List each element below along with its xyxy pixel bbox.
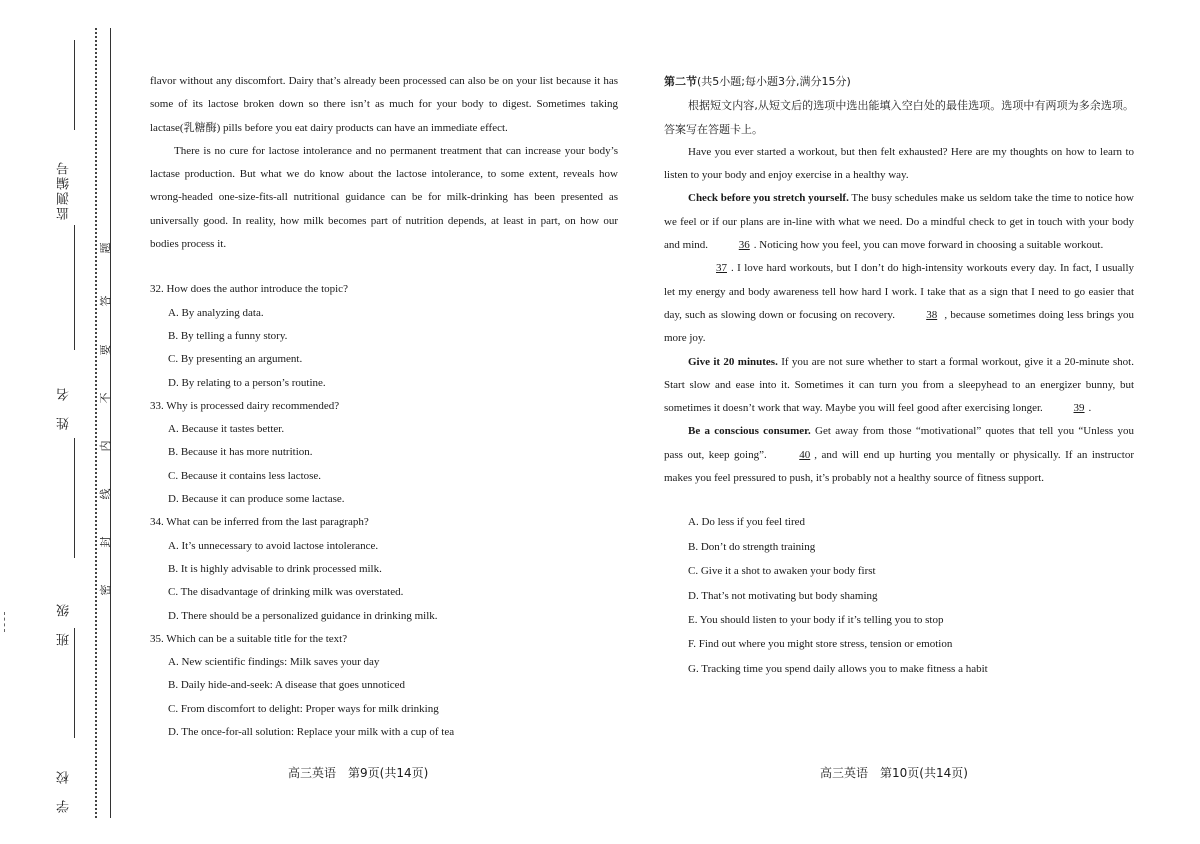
answer-option: A. New scientific findings: Milk saves your day — [168, 656, 380, 669]
margin-dash-mark — [4, 612, 8, 632]
paragraph-heading: Check before you stretch yourself. — [688, 192, 849, 205]
question-stem: 34. What can be inferred from the last paragraph? — [150, 516, 369, 529]
label-xingming: 姓名 — [57, 372, 72, 430]
blank-39: 39 — [1073, 402, 1085, 415]
question-32 — [150, 278, 618, 394]
section-instructions: 根据短文内容,从短文后的选项中选出能填入空白处的最佳选项。选项中有两项为多余选项。答案写在答题卡上。 — [664, 99, 1134, 136]
paragraph-heading: Be a conscious consumer. — [688, 425, 811, 438]
answer-option: B. It is highly advisable to drink processed milk. — [168, 562, 382, 575]
passage-intro: Have you ever started a workout, but then felt exhausted? Here are my thoughts on how to learn to listen to your body and enjoy exercise in a healthy way. — [664, 145, 1134, 182]
question-33 — [150, 395, 618, 511]
answer-option: C. The disadvantage of drinking milk was overstated. — [168, 586, 404, 599]
passage-paragraph: There is no cure for lactose intolerance and no permanent treatment that can increase your body’s lactase production. But what we do know about the lactose intolerance, to some extent, reveals how wrong-headed one-size-fits-all nutritional guidance can be for milk-drinking has been presented as universally good. In reality, how milk becomes part of nutrition depends, at least in part, on how our bodies process it. — [150, 144, 618, 251]
seal-char-mi: 密 — [99, 584, 112, 596]
label-jiance: 监测编号 — [57, 160, 72, 220]
seal-char-da: 答 — [99, 295, 112, 307]
answer-option: A. By analyzing data. — [168, 306, 264, 319]
label-xuexiao: 学校 — [57, 755, 72, 813]
answer-option: C. From discomfort to delight: Proper ways for milk drinking — [168, 702, 439, 715]
seal-char-nei: 内 — [99, 440, 112, 452]
fill-line-jiance — [74, 40, 75, 130]
question-stem: 32. How does the author introduce the topic? — [150, 283, 348, 296]
answer-option: A. It’s unnecessary to avoid lactose intolerance. — [168, 539, 379, 552]
question-stem: 35. Which can be a suitable title for the text? — [150, 632, 348, 645]
section-title: 第二节 — [664, 75, 697, 88]
answer-option: B. Because it has more nutrition. — [168, 446, 313, 459]
passage-paragraph-1: Check before you stretch yourself. The busy schedules make us seldom take the time to notice how we feel or if our plans are in-line with what we need. Do a mindful check to get in touch with your body and mind. 36 . Noticing how you feel, you can move forward in choosing a suitable workout. — [664, 187, 1134, 257]
fill-line-xingming — [74, 225, 75, 350]
answer-option: D. There should be a personalized guidance in drinking milk. — [168, 609, 438, 622]
passage-paragraph-2: 37 . I love hard workouts, but I don’t do high-intensity workouts every day. In fact, I usually let my energy and body awareness tell how hard I work. I take that as a sign that I need to go easier that day, such as slowing down or focusing on recovery. 38 , because sometimes doing less brings you more joy. — [664, 257, 1134, 350]
answer-option: E. You should listen to your body if it’s telling you to stop — [688, 613, 944, 626]
answer-option: C. Because it contains less lactose. — [168, 469, 322, 482]
fill-line-banji — [74, 438, 75, 558]
answer-option: G. Tracking time you spend daily allows you to make fitness a habit — [688, 662, 988, 675]
seal-char-bu: 不 — [99, 392, 112, 404]
answer-option: A. Because it tastes better. — [168, 423, 285, 436]
seal-char-xian: 线 — [99, 488, 112, 500]
answer-option: B. Daily hide-and-seek: A disease that goes unnoticed — [168, 679, 406, 692]
answer-option: B. Don’t do strength training — [688, 540, 816, 553]
answer-option: B. By telling a funny story. — [168, 329, 288, 342]
answer-option: F. Find out where you might store stress, tension or emotion — [688, 638, 953, 651]
answer-option: C. By presenting an argument. — [168, 353, 303, 366]
passage-paragraph-3: Give it 20 minutes. If you are not sure whether to start a formal workout, give it a 20-minute shot. Start slow and ease into it. Sometimes it can turn you from a sleepyhead to an energizer bunny, but sometimes it doesn’t work that way. Maybe you will feel good after exercising longer. 39 . — [664, 351, 1134, 421]
blank-38: 38 — [926, 308, 938, 321]
answer-option: C. Give it a shot to awaken your body first — [688, 565, 876, 578]
question-stem: 33. Why is processed dairy recommended? — [150, 399, 340, 412]
page-footer-left: 高三英语 第9页(共14页) — [288, 766, 429, 780]
answer-option: D. The once-for-all solution: Replace your milk with a cup of tea — [168, 726, 455, 739]
blank-40: 40 — [799, 448, 811, 461]
answer-options-list — [664, 510, 1134, 681]
blank-37: 37 — [716, 262, 727, 275]
seal-char-feng: 封 — [99, 536, 112, 548]
section-info: (共5小题;每小题3分,满分15分) — [697, 75, 851, 88]
seal-char-ti: 题 — [99, 242, 112, 254]
paragraph-heading: Give it 20 minutes. — [688, 355, 778, 368]
section-header — [664, 70, 1134, 94]
answer-option: A. Do less if you feel tired — [688, 516, 805, 529]
fill-line-xuexiao — [74, 628, 75, 738]
question-34 — [150, 511, 618, 627]
page-10-column — [664, 70, 1134, 681]
page-9-column — [150, 70, 618, 744]
seal-dotted-line — [95, 28, 97, 818]
question-35 — [150, 628, 618, 744]
answer-option: D. Because it can produce some lactase. — [168, 493, 345, 506]
label-banji: 班级 — [57, 588, 72, 646]
passage-paragraph-4: Be a conscious consumer. Get away from those “motivational” quotes that tell you “Unless you pass out, keep going”. 40 , and will end up hurting you mentally or physically. If an instructor makes you feel pressured to push, it’s probably not a healthy source of fitness support. — [664, 425, 1134, 485]
seal-solid-line — [110, 28, 111, 818]
answer-option: D. That’s not motivating but body shaming — [688, 589, 878, 602]
answer-option: D. By relating to a person’s routine. — [168, 376, 326, 389]
binding-margin — [0, 0, 125, 844]
passage-paragraph: flavor without any discomfort. Dairy that’s already been processed can also be on your list because it has some of its lactose broken down so there isn’t as much for your body to digest. Sometimes taking lactase(乳糖酶) pills before you eat dairy products can have an immediate effect. — [150, 75, 618, 134]
seal-char-yao: 要 — [99, 344, 112, 356]
blank-36: 36 — [738, 239, 750, 252]
page-footer-right: 高三英语 第10页(共14页) — [820, 766, 968, 780]
